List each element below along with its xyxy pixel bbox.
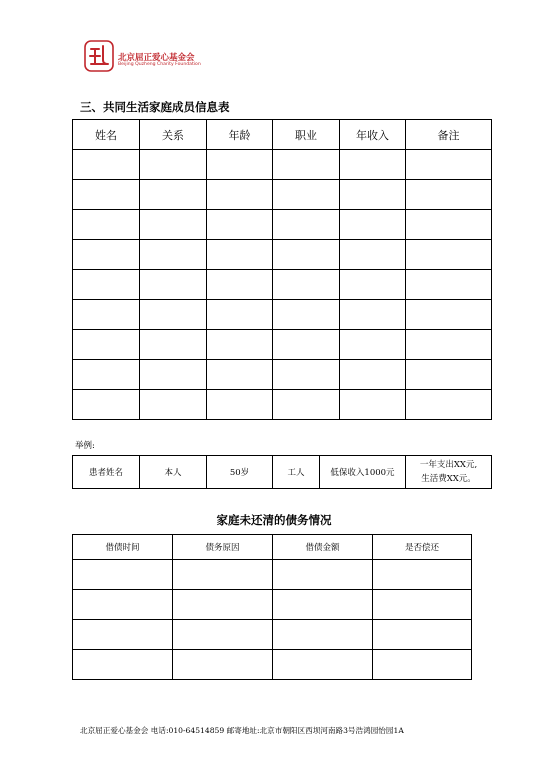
table-cell[interactable] <box>207 330 273 360</box>
table-row <box>73 150 492 180</box>
column-header-occupation: 职业 <box>273 120 340 150</box>
table-cell[interactable] <box>406 390 492 420</box>
example-age: 50岁 <box>207 456 273 489</box>
table-cell[interactable] <box>406 300 492 330</box>
table-cell[interactable] <box>140 210 207 240</box>
table-cell[interactable] <box>207 180 273 210</box>
column-header-borrow-date: 借债时间 <box>73 535 173 560</box>
table-cell[interactable] <box>340 240 406 270</box>
table-cell[interactable] <box>173 620 273 650</box>
column-header-name: 姓名 <box>73 120 140 150</box>
table-cell[interactable] <box>273 560 373 590</box>
column-header-age: 年龄 <box>207 120 273 150</box>
table-row <box>73 270 492 300</box>
example-note-line1: 一年支出XX元, <box>419 460 478 470</box>
table-cell[interactable] <box>340 150 406 180</box>
example-label: 举例: <box>75 441 95 451</box>
table-row <box>73 360 492 390</box>
table-cell[interactable] <box>273 180 340 210</box>
table-cell[interactable] <box>140 180 207 210</box>
table-cell[interactable] <box>340 330 406 360</box>
table-cell[interactable] <box>73 620 173 650</box>
example-note <box>406 456 492 489</box>
table-cell[interactable] <box>140 330 207 360</box>
table-cell[interactable] <box>340 270 406 300</box>
table-row <box>73 650 472 680</box>
table-row <box>73 210 492 240</box>
foundation-emblem-icon <box>84 40 114 72</box>
table-cell[interactable] <box>406 180 492 210</box>
example-occupation: 工人 <box>273 456 320 489</box>
table-cell[interactable] <box>73 390 140 420</box>
household-members-table <box>72 119 492 420</box>
table-row <box>73 240 492 270</box>
table-cell[interactable] <box>207 390 273 420</box>
table-cell[interactable] <box>406 270 492 300</box>
table-cell[interactable] <box>340 210 406 240</box>
table-cell[interactable] <box>173 650 273 680</box>
example-relation: 本人 <box>140 456 207 489</box>
table-cell[interactable] <box>340 390 406 420</box>
table-cell[interactable] <box>73 270 140 300</box>
table-row <box>73 590 472 620</box>
example-note-line2: 生活费XX元。 <box>421 474 476 484</box>
table-cell[interactable] <box>207 210 273 240</box>
table-cell[interactable] <box>73 590 173 620</box>
table-cell[interactable] <box>73 210 140 240</box>
table-cell[interactable] <box>207 360 273 390</box>
table-cell[interactable] <box>140 360 207 390</box>
table-cell[interactable] <box>207 150 273 180</box>
table-cell[interactable] <box>273 300 340 330</box>
column-header-notes: 备注 <box>406 120 492 150</box>
table-cell[interactable] <box>273 620 373 650</box>
table-cell[interactable] <box>173 560 273 590</box>
example-name: 患者姓名 <box>73 456 140 489</box>
table-row <box>73 620 472 650</box>
table-cell[interactable] <box>373 590 472 620</box>
example-income: 低保收入1000元 <box>320 456 406 489</box>
table-cell[interactable] <box>406 360 492 390</box>
members-section-title: 三、共同生活家庭成员信息表 <box>80 100 230 114</box>
table-row <box>73 180 492 210</box>
table-cell[interactable] <box>73 330 140 360</box>
logo-name-cn: 北京屈正爱心基金会 <box>118 53 195 63</box>
table-cell[interactable] <box>340 180 406 210</box>
column-header-debt-amount: 借债金额 <box>273 535 373 560</box>
table-cell[interactable] <box>73 240 140 270</box>
example-table <box>72 455 492 489</box>
table-row <box>73 390 492 420</box>
table-cell[interactable] <box>406 330 492 360</box>
table-cell[interactable] <box>273 270 340 300</box>
table-cell[interactable] <box>273 330 340 360</box>
table-cell[interactable] <box>207 240 273 270</box>
column-header-repaid: 是否偿还 <box>373 535 472 560</box>
table-cell[interactable] <box>73 150 140 180</box>
table-cell[interactable] <box>273 650 373 680</box>
table-cell[interactable] <box>173 590 273 620</box>
table-cell[interactable] <box>373 620 472 650</box>
table-cell[interactable] <box>207 300 273 330</box>
table-cell[interactable] <box>140 240 207 270</box>
table-row <box>73 330 492 360</box>
table-cell[interactable] <box>73 180 140 210</box>
table-cell[interactable] <box>406 150 492 180</box>
table-cell[interactable] <box>273 210 340 240</box>
table-row <box>73 560 472 590</box>
example-row <box>73 456 492 489</box>
column-header-income: 年收入 <box>340 120 406 150</box>
logo-name-en: Beijing Quzheng Charity Foundation <box>118 62 201 67</box>
table-row <box>73 300 492 330</box>
table-cell[interactable] <box>406 210 492 240</box>
table-cell[interactable] <box>140 270 207 300</box>
table-cell[interactable] <box>73 300 140 330</box>
table-cell[interactable] <box>340 360 406 390</box>
table-cell[interactable] <box>73 650 173 680</box>
table-header-row <box>73 535 472 560</box>
debts-section-title: 家庭未还清的债务情况 <box>216 513 332 527</box>
foundation-logo <box>84 40 224 76</box>
table-cell[interactable] <box>73 560 173 590</box>
table-cell[interactable] <box>406 240 492 270</box>
table-cell[interactable] <box>273 150 340 180</box>
table-cell[interactable] <box>340 300 406 330</box>
column-header-debt-reason: 债务原因 <box>173 535 273 560</box>
table-cell[interactable] <box>373 650 472 680</box>
unpaid-debts-table <box>72 534 472 680</box>
table-cell[interactable] <box>273 240 340 270</box>
table-cell[interactable] <box>140 390 207 420</box>
column-header-relation: 关系 <box>140 120 207 150</box>
table-cell[interactable] <box>140 150 207 180</box>
table-cell[interactable] <box>140 300 207 330</box>
table-cell[interactable] <box>273 390 340 420</box>
page-footer: 北京屈正爱心基金会 电话:010-64514859 邮寄地址:北京市朝阳区西坝河南路3号浩鸿园怡园1A <box>80 726 404 735</box>
table-header-row <box>73 120 492 150</box>
table-cell[interactable] <box>273 590 373 620</box>
table-cell[interactable] <box>373 560 472 590</box>
table-cell[interactable] <box>73 360 140 390</box>
table-cell[interactable] <box>207 270 273 300</box>
table-cell[interactable] <box>273 360 340 390</box>
